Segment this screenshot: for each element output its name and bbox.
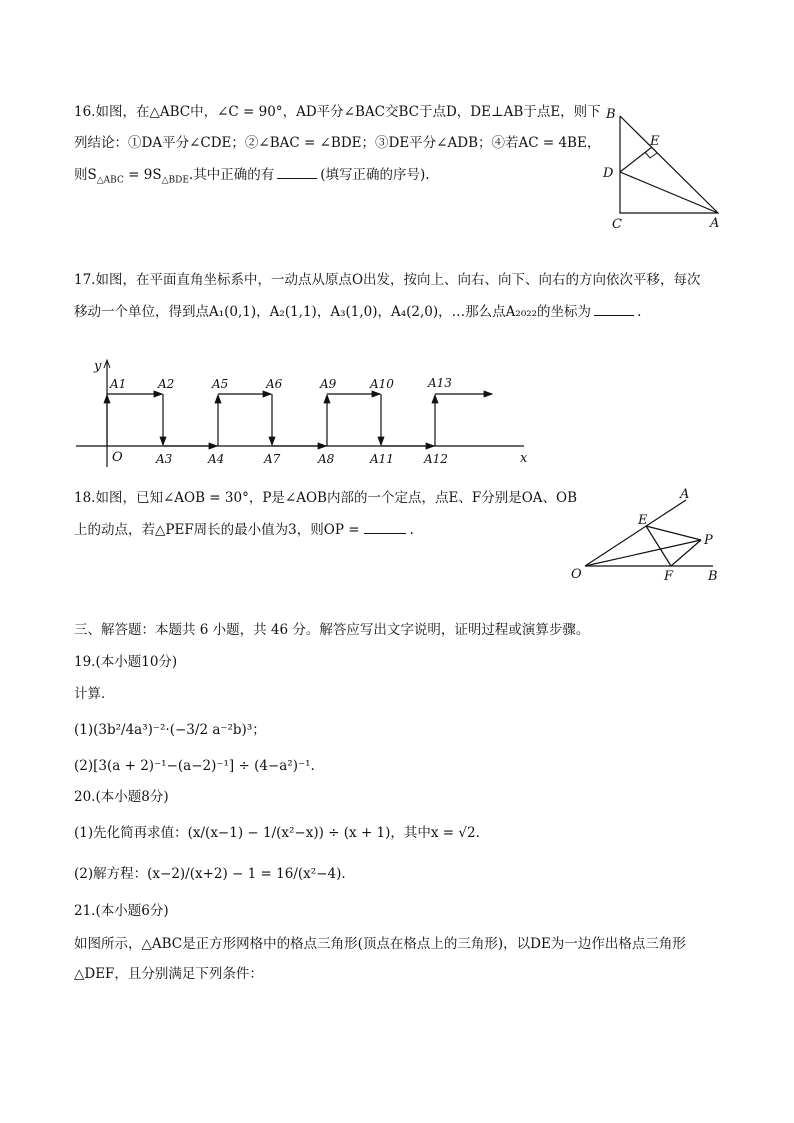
- q16-line3: [74, 164, 430, 191]
- q16-line2: 列结论：①DA平分∠CDE；②∠BAC = ∠BDE；③DE平分∠ADB；④若AC = 4BE，: [74, 135, 601, 151]
- q19-part1: (1)(3b²/4a³)⁻²·(−3/2 a⁻²b)³；: [74, 722, 266, 738]
- q16-tail: (填写正确的序号).: [320, 167, 430, 183]
- q18-label-E: E: [638, 513, 648, 528]
- q20-title: 20.(本小题8分): [74, 789, 169, 805]
- q17-label-y: y: [94, 359, 102, 374]
- q16-s-label: 则S: [74, 167, 97, 183]
- q21-line2: △DEF，且分别满足下列条件：: [74, 966, 263, 982]
- q16-mid: = 9S: [123, 167, 162, 183]
- q21-line1: 如图所示，△ABC是正方形网格中的格点三角形(顶点在格点上的三角形)，以DE为一边作出格点三角形: [74, 936, 686, 952]
- q16-answer-blank[interactable]: [277, 164, 317, 179]
- q17-label-A6: A6: [266, 377, 283, 391]
- q17-period: .: [637, 304, 642, 320]
- q16-label-A: A: [710, 216, 720, 231]
- q16-label-E: E: [650, 134, 660, 149]
- q17-label-A1: A1: [110, 377, 127, 391]
- q18-period: .: [409, 522, 414, 538]
- q16-label-D: D: [603, 166, 614, 181]
- q16-line1: 16.如图，在△ABC中，∠C = 90°，AD平分∠BAC交BC于点D，DE⊥AB于点E，则下: [74, 104, 601, 120]
- q17-label-A4: A4: [208, 452, 225, 466]
- q19-title: 19.(本小题10分): [74, 654, 178, 670]
- q21-title: 21.(本小题6分): [74, 903, 169, 919]
- q17-label-x: x: [520, 451, 528, 466]
- q17-label-A9: A9: [320, 377, 337, 391]
- q16-label-C: C: [612, 217, 622, 232]
- q17-label-A12: A12: [424, 452, 448, 466]
- q18-label-A: A: [680, 487, 690, 502]
- q20-part2: (2)解方程：(x−2)/(x+2) − 1 = 16/(x²−4).: [74, 866, 346, 882]
- q16-sub-bde: △BDE: [161, 175, 189, 186]
- q17-label-A10: A10: [370, 377, 394, 391]
- q18-angle-figure: [568, 484, 728, 584]
- q17-coordinate-figure: [74, 352, 544, 467]
- q16-label-B: B: [606, 107, 616, 122]
- q18-label-B: B: [708, 569, 718, 584]
- q17-line2-text: 移动一个单位，得到点A₁(0,1)，A₂(1,1)，A₃(1,0)，A₄(2,0)，…那么点A₂₀₂₂的坐标为: [74, 304, 592, 320]
- q17-label-A11: A11: [370, 452, 394, 466]
- q17-label-A3: A3: [156, 452, 173, 466]
- q18-answer-blank[interactable]: [364, 519, 406, 534]
- q18-line2-text: 上的动点，若△PEF周长的最小值为3，则OP =: [74, 522, 360, 538]
- q17-label-A7: A7: [264, 452, 281, 466]
- q18-line2: [74, 519, 414, 540]
- q16-post: .其中正确的有: [188, 167, 275, 183]
- q18-label-F: F: [664, 569, 674, 584]
- q20-part1: (1)先化简再求值：(x/(x−1) − 1/(x²−x)) ÷ (x + 1)，其中x = √2.: [74, 825, 480, 841]
- q17-answer-blank[interactable]: [594, 301, 634, 316]
- q19-intro: 计算．: [74, 686, 115, 702]
- q18-line1: 18.如图，已知∠AOB = 30°，P是∠AOB内部的一个定点，点E、F分别是OA、OB: [74, 490, 577, 506]
- q19-part2: (2)[3(a + 2)⁻¹−(a−2)⁻¹] ÷ (4−a²)⁻¹.: [74, 758, 315, 774]
- q17-label-A2: A2: [158, 377, 175, 391]
- q17-label-O: O: [112, 450, 123, 465]
- q17-label-A13: A13: [428, 376, 452, 390]
- q16-sub-abc: △ABC: [96, 175, 124, 186]
- q16-triangle-figure: [598, 100, 728, 232]
- q18-label-O: O: [571, 567, 582, 582]
- q17-label-A8: A8: [318, 452, 335, 466]
- section3-heading: 三、解答题：本题共 6 小题，共 46 分。解答应写出文字说明，证明过程或演算步骤。: [74, 622, 590, 638]
- q17-line1: 17.如图，在平面直角坐标系中，一动点从原点O出发，按向上、向右、向下、向右的方向依次平移，每次: [74, 272, 701, 288]
- q17-label-A5: A5: [212, 377, 229, 391]
- q17-line2: [74, 301, 641, 322]
- q18-label-P: P: [704, 533, 713, 548]
